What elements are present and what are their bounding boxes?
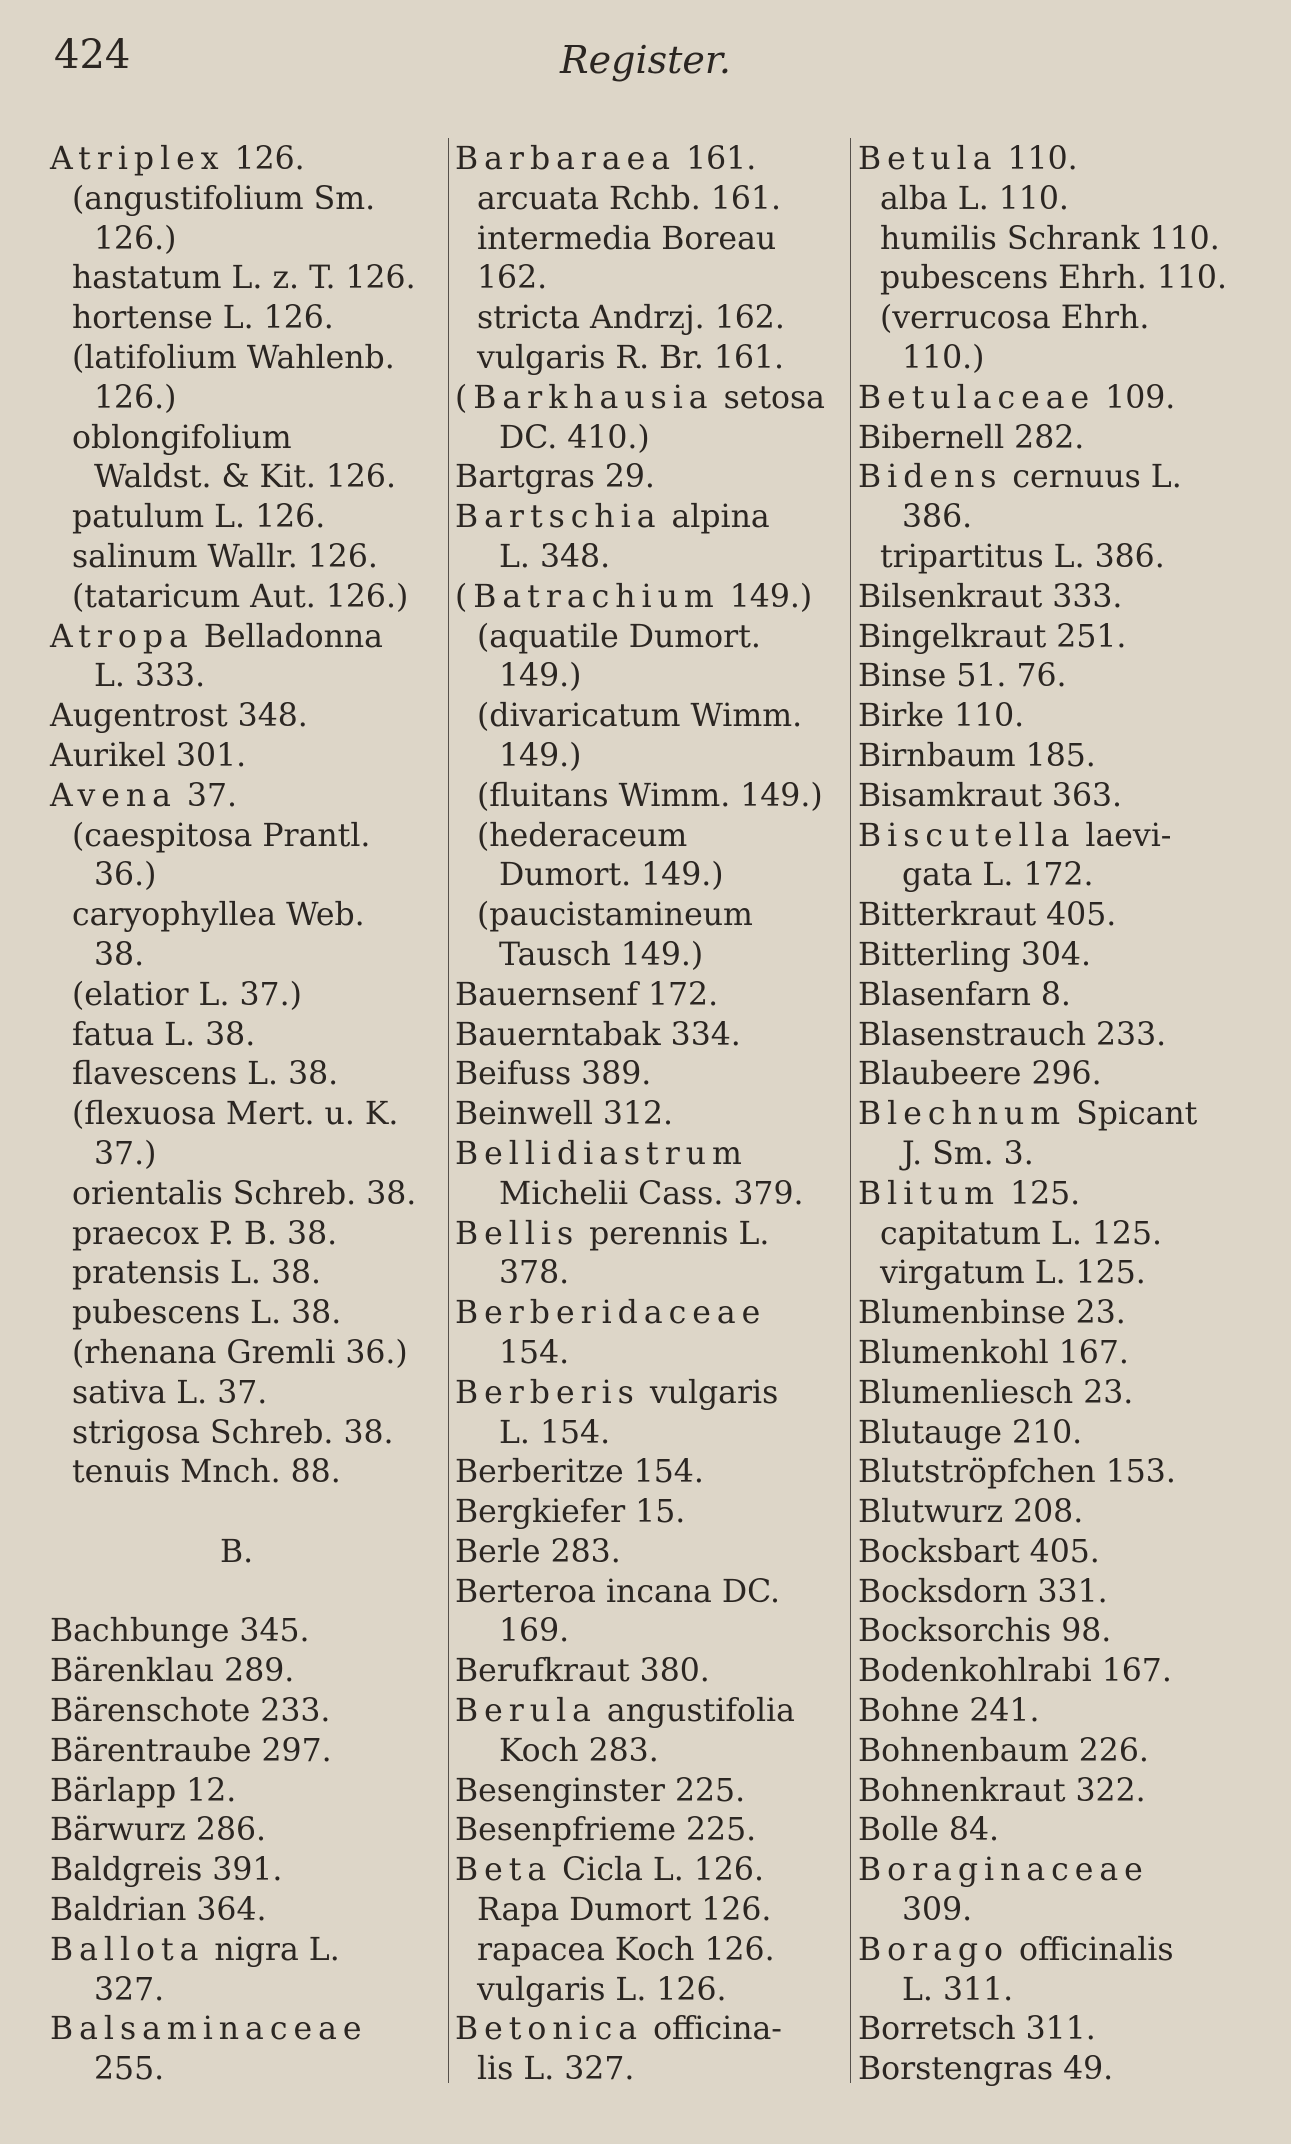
- genus-name: Borago: [858, 1931, 1009, 1968]
- index-subentry: sativa L. 37.: [72, 1374, 268, 1411]
- index-entry: [455, 1851, 847, 1891]
- index-entry-continuation: 126.): [94, 220, 177, 257]
- index-entry: [50, 2010, 440, 2050]
- entry-rest: perennis L.: [579, 1215, 770, 1252]
- index-subentry: (latifolium Wahlenb.: [72, 339, 395, 376]
- genus-name: Barbaraea: [455, 141, 677, 177]
- index-entry: Aurikel 301.: [50, 737, 247, 774]
- entry-rest: angustifolia: [596, 1693, 795, 1730]
- index-entry: [455, 2010, 847, 2050]
- index-entry-continuation: 149.): [499, 737, 582, 774]
- genus-name: Betonica: [455, 2011, 644, 2048]
- index-subentry: (divaricatum Wimm.: [477, 698, 803, 735]
- index-entry: [455, 578, 847, 618]
- entry-rest: alpina: [661, 499, 770, 536]
- genus-name: Bidens: [858, 459, 1003, 496]
- index-subentry: (rhenana Gremli 36.): [72, 1334, 408, 1371]
- index-entry-continuation: L. 333.: [94, 658, 206, 695]
- index-subentry: (tataricum Aut. 126.): [72, 578, 409, 615]
- genus-name: Blechnum: [858, 1096, 1067, 1133]
- index-entry-continuation: 110.): [902, 339, 985, 376]
- index-entry: [858, 140, 1268, 180]
- running-title: Register.: [560, 38, 731, 82]
- index-subentry: alba L. 110.: [880, 180, 1069, 217]
- index-subentry: vulgaris R. Br. 161.: [477, 339, 785, 376]
- index-entry: Bergkiefer 15.: [455, 1494, 686, 1531]
- entry-rest: 161.: [676, 141, 757, 177]
- index-entry: Borretsch 311.: [858, 2011, 1096, 2048]
- index-subentry: (caespitosa Prantl.: [72, 817, 371, 854]
- genus-name: Bellidiastrum: [455, 1135, 748, 1172]
- index-subentry: pubescens L. 38.: [72, 1295, 342, 1332]
- index-subentry: hastatum L. z. T. 126.: [72, 260, 416, 297]
- index-entry-continuation: 255.: [94, 2051, 165, 2088]
- index-entry: Bitterling 304.: [858, 936, 1091, 973]
- index-entry: Blasenstrauch 233.: [858, 1016, 1167, 1053]
- index-entry-continuation: gata L. 172.: [902, 857, 1094, 894]
- index-subentry: tenuis Mnch. 88.: [72, 1454, 341, 1491]
- entry-rest: Spicant: [1066, 1096, 1198, 1133]
- index-entry: [455, 140, 847, 180]
- index-entry: Blutwurz 208.: [858, 1494, 1084, 1531]
- index-entry: Birnbaum 185.: [858, 737, 1096, 774]
- entry-rest: 110.: [997, 141, 1078, 177]
- index-subentry: patulum L. 126.: [72, 499, 326, 536]
- index-subentry: pubescens Ehrh. 110.: [880, 260, 1227, 297]
- blank-line: [50, 1493, 440, 1533]
- entry-rest: vulgaris: [639, 1374, 779, 1411]
- index-entry: Bärwurz 286.: [50, 1812, 267, 1849]
- index-entry: Beifuss 389.: [455, 1056, 652, 1093]
- index-entry: [455, 1215, 847, 1255]
- index-entry: Bärentraube 297.: [50, 1732, 332, 1769]
- index-entry: Blasenfarn 8.: [858, 976, 1071, 1013]
- index-entry: [50, 1931, 440, 1971]
- entry-rest: laevi-: [1075, 817, 1172, 854]
- index-entry: Borstengras 49.: [858, 2051, 1114, 2088]
- index-entry: Berufkraut 380.: [455, 1653, 710, 1690]
- index-subentry: (paucistamineum: [477, 897, 753, 934]
- entry-rest: Belladonna: [193, 618, 383, 655]
- index-entry-continuation: 327.: [94, 1971, 165, 2008]
- index-subentry: fatua L. 38.: [72, 1016, 256, 1053]
- index-subentry: vulgaris L. 126.: [477, 1971, 727, 2008]
- index-subentry: rapacea Koch 126.: [477, 1931, 775, 1968]
- index-subentry: Rapa Dumort 126.: [477, 1892, 772, 1929]
- genus-name: Avena: [50, 777, 177, 814]
- index-entry: Baldrian 364.: [50, 1892, 267, 1929]
- index-entry: Bodenkohlrabi 167.: [858, 1653, 1172, 1690]
- index-entry: Besenpfrieme 225.: [455, 1812, 757, 1849]
- index-entry: Bärlapp 12.: [50, 1772, 237, 1809]
- index-subentry: salinum Wallr. 126.: [72, 538, 378, 575]
- index-entry: [858, 1095, 1268, 1135]
- genus-name: Berberis: [455, 1374, 640, 1411]
- index-subentry: (fluitans Wimm. 149.): [477, 777, 823, 814]
- index-subentry: virgatum L. 125.: [880, 1255, 1146, 1292]
- index-subentry: capitatum L. 125.: [880, 1215, 1163, 1252]
- index-subentry: (elatior L. 37.): [72, 976, 302, 1013]
- index-entry-continuation: 37.): [94, 1135, 157, 1172]
- index-entry: Blutauge 210.: [858, 1414, 1083, 1451]
- index-subentry: intermedia Boreau: [477, 220, 777, 257]
- index-entry: [858, 379, 1268, 419]
- entry-rest: 125.: [1000, 1175, 1081, 1212]
- index-entry: [858, 1851, 1268, 1891]
- index-entry-continuation: Dumort. 149.): [499, 857, 724, 894]
- index-entry-continuation: 149.): [499, 658, 582, 695]
- index-subentry: (verrucosa Ehrh.: [880, 300, 1150, 337]
- index-entry-continuation: J. Sm. 3.: [902, 1135, 1034, 1172]
- index-subentry: pratensis L. 38.: [72, 1255, 322, 1292]
- index-subentry: hortense L. 126.: [72, 300, 334, 337]
- index-entry: Bärenklau 289.: [50, 1653, 295, 1690]
- index-subentry: oblongifolium: [72, 419, 292, 456]
- index-entry: Bilsenkraut 333.: [858, 578, 1123, 615]
- section-letter-heading: B.: [220, 1533, 254, 1570]
- entry-rest: 37.: [176, 777, 238, 814]
- index-subentry: (flexuosa Mert. u. K.: [72, 1096, 399, 1133]
- index-entry: Bachbunge 345.: [50, 1613, 310, 1650]
- index-entry-continuation: Waldst. & Kit. 126.: [94, 459, 396, 496]
- entry-rest: nigra L.: [204, 1931, 340, 1968]
- index-entry: [858, 458, 1268, 498]
- genus-name: Betulaceae: [858, 379, 1096, 416]
- index-entry-continuation: L. 154.: [499, 1414, 611, 1451]
- genus-name: (Barkhausia: [455, 379, 714, 416]
- index-entry-continuation: 309.: [902, 1892, 973, 1929]
- index-entry-continuation: 38.: [94, 936, 145, 973]
- index-subentry: caryophyllea Web.: [72, 897, 365, 934]
- index-entry-continuation: 36.): [94, 857, 157, 894]
- index-entry: Berteroa incana DC.: [455, 1573, 781, 1610]
- index-entry: Blumenliesch 23.: [858, 1374, 1134, 1411]
- blank-line: [50, 1573, 440, 1613]
- genus-name: Biscutella: [858, 817, 1076, 854]
- index-column-2: [455, 140, 847, 2090]
- index-entry: Blumenkohl 167.: [858, 1334, 1129, 1371]
- index-entry-continuation: 378.: [499, 1255, 570, 1292]
- index-entry: Bitterkraut 405.: [858, 897, 1117, 934]
- index-entry: Birke 110.: [858, 698, 1025, 735]
- index-entry: Blumenbinse 23.: [858, 1295, 1126, 1332]
- index-subentry: (aquatile Dumort.: [477, 618, 761, 655]
- genus-name: Betula: [858, 141, 998, 177]
- index-entry: [455, 1692, 847, 1732]
- index-entry: [455, 498, 847, 538]
- index-entry-continuation: L. 311.: [902, 1971, 1014, 2008]
- index-subentry: praecox P. B. 38.: [72, 1215, 338, 1252]
- index-entry: Bohnenkraut 322.: [858, 1772, 1146, 1809]
- entry-rest: officinalis: [1009, 1931, 1174, 1968]
- genus-name: Boraginaceae: [858, 1852, 1149, 1889]
- index-entry: Bisamkraut 363.: [858, 777, 1123, 814]
- index-entry: [455, 1374, 847, 1414]
- index-column-3: [858, 140, 1268, 2090]
- index-entry: [50, 777, 440, 817]
- index-subentry: 162.: [477, 260, 548, 297]
- index-entry: Bohnenbaum 226.: [858, 1732, 1149, 1769]
- index-entry: Bocksorchis 98.: [858, 1613, 1112, 1650]
- genus-name: Atriplex: [50, 141, 225, 177]
- index-entry: [455, 1294, 847, 1334]
- genus-name: Ballota: [50, 1931, 205, 1968]
- index-subentry: humilis Schrank 110.: [880, 220, 1220, 257]
- index-entry: Baldgreis 391.: [50, 1852, 283, 1889]
- index-entry: Bartgras 29.: [455, 459, 655, 496]
- index-entry-continuation: 169.: [499, 1613, 570, 1650]
- index-entry: Blaubeere 296.: [858, 1056, 1102, 1093]
- entry-rest: 126.: [224, 141, 305, 177]
- index-entry: [858, 817, 1268, 857]
- index-subentry: flavescens L. 38.: [72, 1056, 339, 1093]
- index-subentry: (angustifolium Sm.: [72, 180, 376, 217]
- index-subentry: tripartitus L. 386.: [880, 538, 1165, 575]
- entry-rest: 149.): [719, 578, 813, 615]
- index-entry: [858, 1175, 1268, 1215]
- index-entry: Beinwell 312.: [455, 1096, 674, 1133]
- index-entry-continuation: Michelii Cass. 379.: [499, 1175, 804, 1212]
- index-entry: Augentrost 348.: [50, 698, 308, 735]
- index-entry: Bocksbart 405.: [858, 1533, 1100, 1570]
- entry-rest: setosa: [713, 379, 825, 416]
- index-entry: Bohne 241.: [858, 1693, 1040, 1730]
- index-entry: [858, 1931, 1268, 1971]
- index-entry-continuation: L. 348.: [499, 538, 611, 575]
- page-number: 424: [54, 32, 131, 78]
- index-subentry: lis L. 327.: [477, 2051, 635, 2088]
- entry-rest: cernuus L.: [1002, 459, 1182, 496]
- index-column-1: [50, 140, 440, 2090]
- genus-name: Bellis: [455, 1215, 580, 1252]
- index-subentry: strigosa Schreb. 38.: [72, 1414, 394, 1451]
- entry-rest: 109.: [1095, 379, 1176, 416]
- entry-rest: Cicla L. 126.: [552, 1852, 764, 1889]
- index-entry: Bocksdorn 331.: [858, 1573, 1108, 1610]
- index-entry: Binse 51. 76.: [858, 658, 1067, 695]
- index-subentry: stricta Andrzj. 162.: [477, 300, 785, 337]
- genus-name: Berula: [455, 1693, 597, 1730]
- index-subentry: arcuata Rchb. 161.: [477, 180, 781, 217]
- genus-name: Blitum: [858, 1175, 1001, 1212]
- genus-name: Beta: [455, 1852, 553, 1889]
- index-entry-continuation: Koch 283.: [499, 1732, 659, 1769]
- index-entry: Blutströpfchen 153.: [858, 1454, 1176, 1491]
- index-entry-continuation: 126.): [94, 379, 177, 416]
- genus-name: Atropa: [50, 618, 194, 655]
- index-entry-continuation: 154.: [499, 1334, 570, 1371]
- index-entry-continuation: Tausch 149.): [499, 936, 704, 973]
- index-subentry: orientalis Schreb. 38.: [72, 1175, 417, 1212]
- index-entry: Besenginster 225.: [455, 1772, 746, 1809]
- genus-name: Berberidaceae: [455, 1295, 767, 1332]
- index-entry-continuation: DC. 410.): [499, 419, 650, 456]
- index-entry: [455, 1135, 847, 1175]
- index-entry: Bingelkraut 251.: [858, 618, 1127, 655]
- index-entry: Bärenschote 233.: [50, 1693, 331, 1730]
- index-subentry: (hederaceum: [477, 817, 688, 854]
- index-entry: Berberitze 154.: [455, 1454, 704, 1491]
- column-divider: [850, 138, 851, 2083]
- index-entry: Bibernell 282.: [858, 419, 1085, 456]
- index-entry: [50, 618, 440, 658]
- genus-name: Balsaminaceae: [50, 2011, 368, 2048]
- index-entry: [50, 140, 440, 180]
- index-entry-continuation: 386.: [902, 499, 973, 536]
- column-divider: [448, 138, 449, 2083]
- genus-name: (Batrachium: [455, 578, 720, 615]
- index-entry: [455, 379, 847, 419]
- index-entry: Bolle 84.: [858, 1812, 1000, 1849]
- index-entry: Berle 283.: [455, 1533, 621, 1570]
- genus-name: Bartschia: [455, 499, 662, 536]
- index-entry: Bauerntabak 334.: [455, 1016, 741, 1053]
- index-entry: Bauernsenf 172.: [455, 976, 719, 1013]
- entry-rest: officina-: [643, 2011, 782, 2048]
